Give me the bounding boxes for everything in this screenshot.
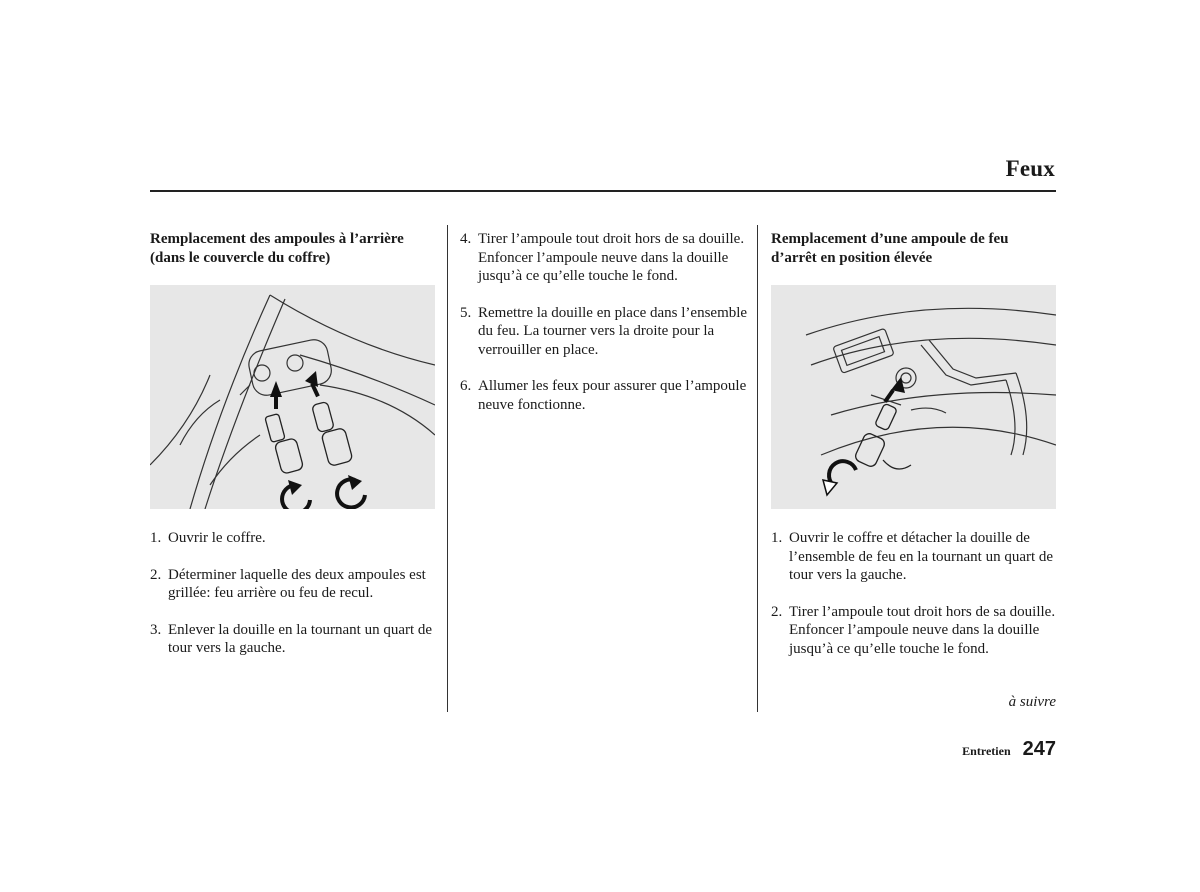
- middle-steps: [460, 230, 750, 414]
- high-mount-brake-light-illustration: [771, 285, 1056, 509]
- list-item: 1. Ouvrir le coffre.: [150, 530, 266, 546]
- header-rule: [150, 190, 1056, 192]
- list-item: 2. Tirer l’ampoule tout droit hors de sa douille. Enfoncer l’ampoule neuve dans la douille jusqu’à ce qu’elle touche le fond.: [771, 603, 1056, 657]
- page-number: 247: [1022, 738, 1056, 760]
- right-column: [771, 230, 1056, 676]
- left-heading: Remplacement des ampoules à l’arrière (dans le couvercle du coffre): [150, 231, 404, 266]
- brake-light-diagram: [771, 285, 1056, 509]
- footer-section-label: Entretien: [962, 744, 1011, 758]
- section-title: Feux: [1005, 156, 1055, 181]
- continued-note: à suivre: [1008, 694, 1056, 710]
- left-column: [150, 230, 440, 676]
- left-steps: [150, 529, 440, 658]
- trunk-lid-diagram: [150, 285, 435, 509]
- list-item: 3. Enlever la douille en la tournant un quart de tour vers la gauche.: [150, 621, 433, 656]
- list-item: 6. Allumer les feux pour assurer que l’ampoule neuve fonctionne.: [460, 378, 747, 413]
- list-item: 1. Ouvrir le coffre et détacher la douille de l’ensemble de feu en la tournant un quart de tour vers la gauche.: [771, 530, 1054, 583]
- list-item: 5. Remettre la douille en place dans l’ensemble du feu. La tourner vers la droite pour la verrouiller en place.: [460, 304, 748, 358]
- trunk-lid-bulbs-illustration: [150, 285, 435, 509]
- column-divider: [447, 225, 448, 712]
- column-divider: [757, 225, 758, 712]
- middle-column: [460, 230, 750, 432]
- page-footer: [962, 738, 1056, 761]
- right-heading: Remplacement d’une ampoule de feu d’arrêt en position élevée: [771, 231, 1009, 266]
- list-item: 2. Déterminer laquelle des deux ampoules est grillée: feu arrière ou feu de recul.: [150, 566, 426, 601]
- list-item: 4. Tirer l’ampoule tout droit hors de sa douille. Enfoncer l’ampoule neuve dans la douille jusqu’à ce qu’elle touche le fond.: [460, 231, 745, 284]
- right-steps: [771, 529, 1056, 658]
